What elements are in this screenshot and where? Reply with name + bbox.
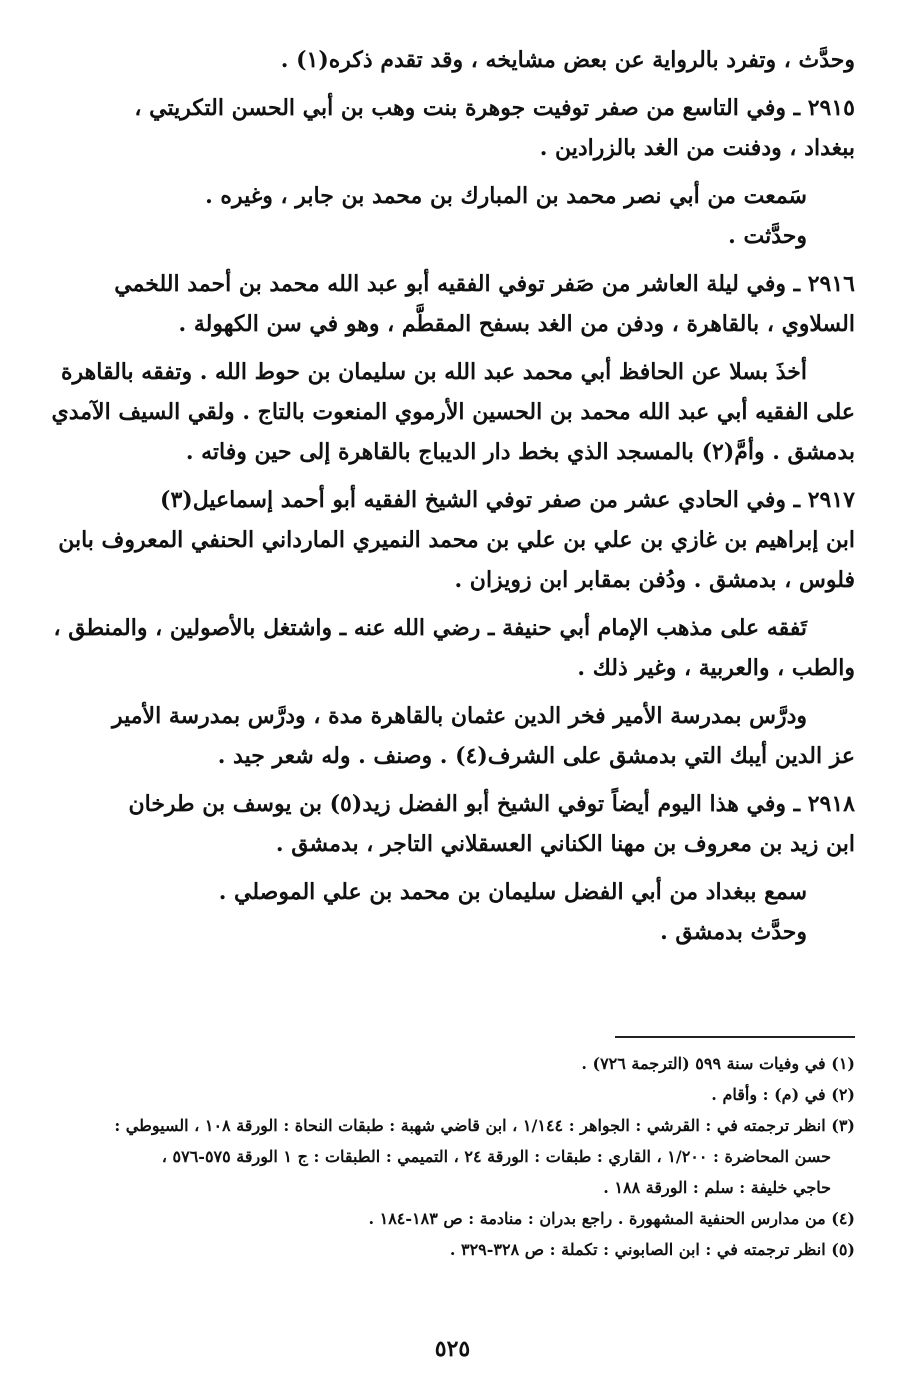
paragraph-2917-study xyxy=(50,608,855,688)
footnote-4: (٤) من مدارس الحنفية المشهورة . راجع بدران : منادمة : ص ١٨٣-١٨٤ . xyxy=(368,1209,855,1228)
entry-2916 xyxy=(50,264,855,344)
paragraph-continuation xyxy=(50,40,855,80)
text-line: ٢٩١٧ ـ وفي الحادي عشر من صفر توفي الشيخ الفقيه أبو أحمد إسماعيل(٣) xyxy=(160,487,855,513)
page-number: ٥٢٥ xyxy=(434,1336,471,1362)
entry-2915 xyxy=(50,88,855,168)
entry-2917 xyxy=(50,480,855,600)
footnotes xyxy=(50,1048,855,1265)
paragraph-2916-details xyxy=(50,352,855,472)
entry-2918 xyxy=(50,784,855,864)
footnote-divider xyxy=(615,1036,855,1038)
text-line: ٢٩١٥ ـ وفي التاسع من صفر توفيت جوهرة بنت وهب بن أبي الحسن التكريتي ، xyxy=(134,95,855,121)
footnote-3-continued: حاجي خليفة : سلم : الورقة ١٨٨ . xyxy=(603,1178,831,1197)
paragraph-2918-details xyxy=(50,872,855,952)
footnote-1: (١) في وفيات سنة ٥٩٩ (الترجمة ٧٢٦) . xyxy=(581,1054,855,1073)
text-line: بدمشق . وأمَّ(٢) بالمسجد الذي بخط دار الديباج بالقاهرة إلى حين وفاته . xyxy=(185,439,855,465)
text-line: فلوس ، بدمشق . ودُفن بمقابر ابن زويزان . xyxy=(454,567,855,593)
text-line: ٢٩١٦ ـ وفي ليلة العاشر من صَفر توفي الفقيه أبو عبد الله محمد بن أحمد اللخمي xyxy=(114,271,855,297)
text-line: ببغداد ، ودفنت من الغد بالزرادين . xyxy=(539,135,855,161)
text-line: ابن إبراهيم بن غازي بن علي بن علي بن محمد النميري المارداني الحنفي المعروف بابن xyxy=(58,527,855,553)
book-page xyxy=(50,40,855,1370)
text-line: السلاوي ، بالقاهرة ، ودفن من الغد بسفح المقطَّم ، وهو في سن الكهولة . xyxy=(178,311,855,337)
text-line: والطب ، والعربية ، وغير ذلك . xyxy=(577,655,855,681)
text-line: ابن زيد بن معروف بن مهنا الكناني العسقلاني التاجر ، بدمشق . xyxy=(275,831,855,857)
text-line: أخذَ بسلا عن الحافظ أبي محمد عبد الله بن سليمان بن حوط الله . وتفقه بالقاهرة xyxy=(60,359,807,385)
text-line: ٢٩١٨ ـ وفي هذا اليوم أيضاً توفي الشيخ أبو الفضل زيد(٥) بن يوسف بن طرخان xyxy=(128,791,855,817)
footnote-3-continued: حسن المحاضرة : ١/٢٠٠ ، القاري : طبقات : الورقة ٢٤ ، التميمي : الطبقات : ج ١ الورقة ٥٧٥-٥٧٦ ، xyxy=(161,1147,831,1166)
text-line: ودرَّس بمدرسة الأمير فخر الدين عثمان بالقاهرة مدة ، ودرَّس بمدرسة الأمير xyxy=(112,703,807,729)
footnote-5: (٥) انظر ترجمته في : ابن الصابوني : تكملة : ص ٣٢٨-٣٢٩ . xyxy=(449,1240,855,1259)
text-line: وحدَّث ، وتفرد بالرواية عن بعض مشايخه ، وقد تقدم ذكره(١) . xyxy=(280,47,855,73)
text-line: سَمعت من أبي نصر محمد بن المبارك بن محمد بن جابر ، وغيره . xyxy=(205,183,807,209)
paragraph-2915-details xyxy=(50,176,855,256)
text-line: وحدَّثت . xyxy=(728,223,807,249)
text-line: على الفقيه أبي عبد الله محمد بن الحسين الأرموي المنعوت بالتاج . ولقي السيف الآمدي xyxy=(51,399,855,425)
footnote-3: (٣) انظر ترجمته في : القرشي : الجواهر : ١/١٤٤ ، ابن قاضي شهبة : طبقات النحاة : الورقة ١٠٨ ، السيوطي : xyxy=(114,1116,855,1135)
text-line: عز الدين أيبك التي بدمشق على الشرف(٤) . وصنف . وله شعر جيد . xyxy=(217,743,855,769)
footnote-2: (٢) في (م) : وأقام . xyxy=(711,1085,855,1104)
text-line: وحدَّث بدمشق . xyxy=(660,919,807,945)
paragraph-2917-teaching xyxy=(50,696,855,776)
text-line: سمع ببغداد من أبي الفضل سليمان بن محمد بن علي الموصلي . xyxy=(218,879,807,905)
text-line: تَفقه على مذهب الإمام أبي حنيفة ـ رضي الله عنه ـ واشتغل بالأصولين ، والمنطق ، xyxy=(53,615,807,641)
